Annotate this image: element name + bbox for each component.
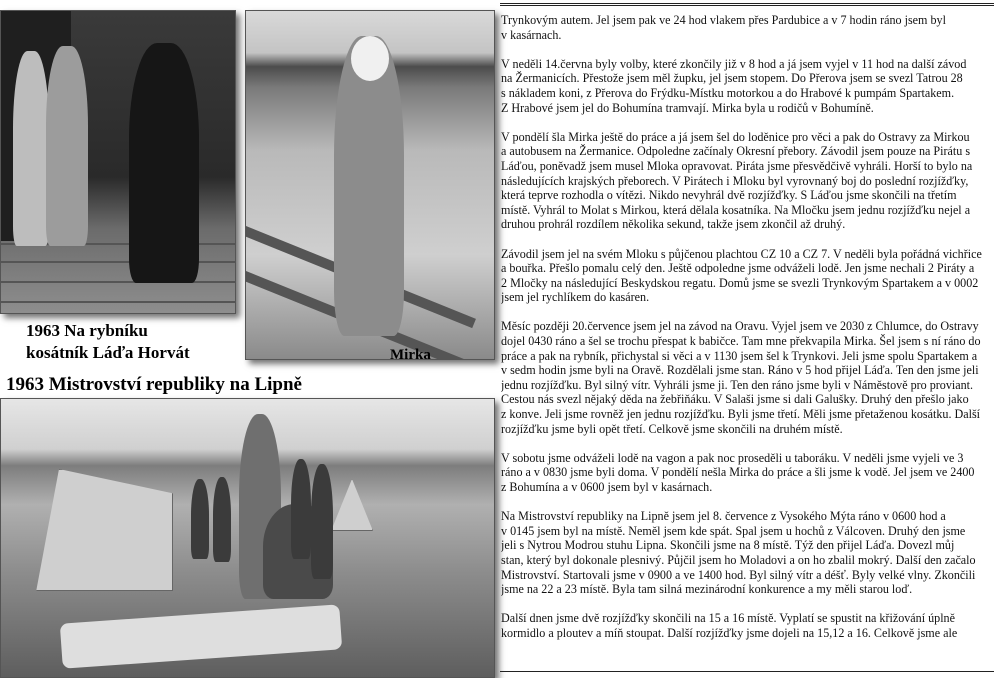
top-rule bbox=[500, 3, 994, 6]
caption-photo3: 1963 Mistrovství republiky na Lipně bbox=[6, 374, 302, 395]
caption-photo1-line1: 1963 Na rybníku bbox=[26, 321, 148, 340]
diary-text-column bbox=[501, 13, 995, 669]
photo-mirka-lake bbox=[245, 10, 495, 360]
photo-lipno-championship bbox=[0, 398, 495, 678]
paragraph: V sobotu jsme odváželi lodě na vagon a pak noc proseděli u taboráku. V neděli jsme vyjeli ve 3 ráno a v 0830 jsme byli doma. V pondělí nešla Mirka do práce a šli jsme k vodě. Jel jsem ve 2400 z Bohumína a v 0600 jsem byl v kasárnach. bbox=[501, 450, 975, 494]
caption-photo1-line2: kosátník Láďa Horvát bbox=[26, 343, 190, 362]
paragraph: Na Mistrovství republiky na Lipně jsem jel 8. července z Vysokého Mýta ráno v 0600 hod a v 0145 jsem byl na místě. Neměl jsem kde spát. Spal jsem u hochů z Válcoven. Druhý den jsme jeli s Nytrou Modrou stuhu Lipna. Skončili jsme na 8 místě. Týž den přijel Láďa. Dovezl můj stan, který byl dokonale plesnivý. Půjčil jsem ho Moladovi a on ho zbalil mokrý. Další den začalo Mistrovství. Startovali jsme v 0900 a ve 1400 hod. Byl silný vítr a déšť. Byly velké vlny. Zkončili jsme na 22 a 23 místě. Byla tam silná mezinárodní konkurence a my měli starou loď. bbox=[501, 509, 976, 597]
photo-pond-couple bbox=[0, 10, 236, 314]
paragraph: Měsíc později 20.července jsem jel na závod na Oravu. Vyjel jsem ve 2030 z Chlumce, do Ostravy dojel 0430 ráno a šel se trochu přespat k babičce. Tam mne překvapila Mirka. Šel jsem s ní ráno do práce a pak na rybník, přichystal si věci a v 1130 jsem šel k Trynkovi. Jeli jsme spolu Spartakem a v sedm hodin jsme byli na Oravě. Rozdělali jsme stan. Ráno v 5 hod přijel Láďa. Ten den jsme jeli jednu rozjížďku. Byl silný vítr. Vyhráli jsme ji. Ten den ráno jsme byli v Náměstově pro proviant. Cestou nás svezl nějaký děda na žebřiňáku. V Salaši jsme si dali Galušky. Druhý den přešlo jako z konve. Jeli jsme rovněž jen jednu rozjížďku. Byli jsme třetí. Měli jsme přetaženou kosátku. Další rozjížďku jsme byli opět třetí. Celkově jsme skončili na druhém místě. bbox=[501, 319, 981, 436]
paragraph: V neděli 14.června byly volby, které zkončily již v 8 hod a já jsem vyjel v 11 hod na další závod na Žermanicích. Přestože jsem měl župku, jel jsem stopem. Do Přerova jsem se svezl Tatrou 28 s nákladem koni, z Přerova do Frýdku-Místku motorkou a do Hrabové k pumpám Spartakem. Z Hrabové jsem jel do Bohumína tramvají. Mirka byla u rodičů v Bohumíně. bbox=[501, 56, 967, 115]
bottom-rule bbox=[500, 671, 994, 672]
paragraph: Trynkovým autem. Jel jsem pak ve 24 hod vlakem přes Pardubice a v 7 hodin ráno jsem byl v kasárnach. bbox=[501, 13, 946, 42]
paragraph: Závodil jsem jel na svém Mloku s půjčenou plachtou CZ 10 a CZ 7. V neděli byla pořádná vichřice a bouřka. Přešlo pomalu celý den. Ještě odpoledne jsme odváželi lodě. Jen jsme nechali 2 Piráty a 2 Mločky na následující Beskydskou regatu. Domů jsme se svezli Trynkovým Spartakem a v 0002 jsem jel rychlíkem do kasáren. bbox=[501, 246, 982, 305]
paragraph: V pondělí šla Mirka ještě do práce a já jsem šel do loděnice pro věci a pak do Ostravy za Mirkou a autobusem na Žermanice. Odpoledne začínaly Okresní přebory. Závodil jsem pouze na Pirátu s Láďou, poněvadž jsem musel Mloka opravovat. Piráta jsme přesvědčivě vyhráli. Horší to bylo na následujících krajských přeborech. V Pirátech i Mloku byl vyrovnaný boj do poslední rozjížďky, která teprve rozhodla o vítězi. Nikdo nevyhrál dvě rozjížďky. S Láďou jsme skončili na třetím místě. Vyhrál to Molat s Mirkou, která dělala kosatníka. Na Mločku jsem jednu rozjížďku nejel a druhou prohrál rozdílem několika sekund, takže jsem zkončil až druhý. bbox=[501, 129, 973, 232]
caption-photo2: Mirka bbox=[390, 347, 431, 363]
paragraph: Další dnen jsme dvě rozjížďky skončili na 15 a 16 místě. Vyplatí se spustit na křižování úplně kormidlo a ploutev a míň stoupat. Další rozjížďky jsme dojeli na 15,12 a 16. Celkově jsme ale bbox=[501, 611, 958, 640]
